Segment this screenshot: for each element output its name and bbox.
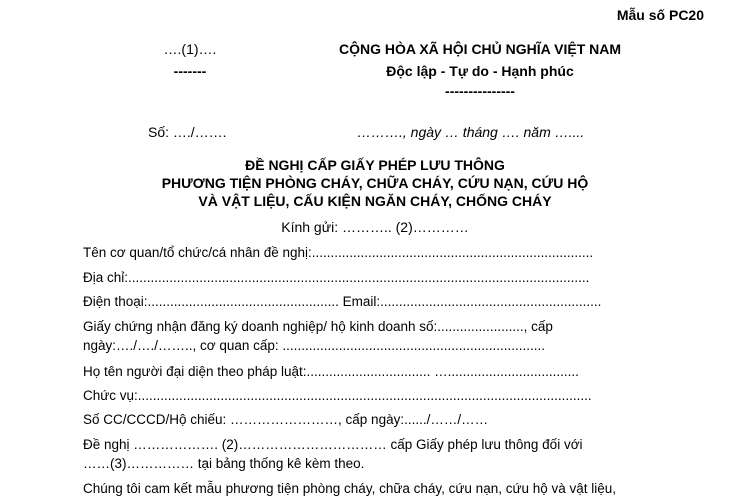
representative-field: Họ tên người đại diện theo pháp luật:................................. …................................... — [83, 364, 579, 379]
national-motto: Độc lập - Tự do - Hạnh phúc — [386, 63, 574, 79]
motto-rule: --------------- — [445, 83, 515, 99]
id-card-field: Số CC/CCCD/Hộ chiếu: ……………………, cấp ngày:....../……/…… — [83, 412, 489, 427]
recipient-line: Kính gửi: ……….. (2)………… — [281, 219, 469, 235]
commitment-text: Chúng tôi cam kết mẫu phương tiện phòng cháy, chữa cháy, cứu nạn, cứu hộ và vật liệu, — [83, 481, 617, 496]
address-field: Địa chỉ:........................................................................................................................... — [83, 270, 590, 285]
place-date: ………., ngày … tháng …. năm ….... — [357, 124, 585, 140]
document-title-line2: PHƯƠNG TIỆN PHÒNG CHÁY, CHỮA CHÁY, CỨU NẠN, CỨU HỘ — [161, 175, 589, 191]
phone-email-field: Điện thoại:................................................... Email:........................................................... — [83, 294, 602, 309]
applicant-field: Tên cơ quan/tổ chức/cá nhân đề nghị:........................................................................... — [83, 245, 594, 260]
document-number: Số: …./……. — [148, 124, 227, 140]
document-title-line1: ĐỀ NGHỊ CẤP GIẤY PHÉP LƯU THÔNG — [245, 157, 505, 173]
request-field-line1: Đề nghị ………………. (2)…………………………… cấp Giấy phép lưu thông đối với — [83, 437, 583, 452]
agency-placeholder: ….(1)…. — [163, 41, 217, 57]
business-cert-field-line2: ngày:…./…./…….., cơ quan cấp: ...................................................................... — [83, 338, 545, 353]
position-field: Chức vụ:......................................................................................................................... — [83, 388, 592, 403]
country-name: CỘNG HÒA XÃ HỘI CHỦ NGHĨA VIỆT NAM — [338, 41, 622, 57]
agency-rule: ------- — [173, 63, 207, 79]
request-field-line2: ……(3)…………… tại bảng thống kê kèm theo. — [83, 456, 365, 471]
form-code: Mẫu số PC20 — [616, 7, 704, 23]
business-cert-field-line1: Giấy chứng nhận đăng ký doanh nghiệp/ hộ kinh doanh số:......................., cấp — [83, 319, 553, 334]
document-title-line3: VÀ VẬT LIỆU, CẤU KIỆN NGĂN CHÁY, CHỐNG CHÁY — [198, 193, 552, 209]
